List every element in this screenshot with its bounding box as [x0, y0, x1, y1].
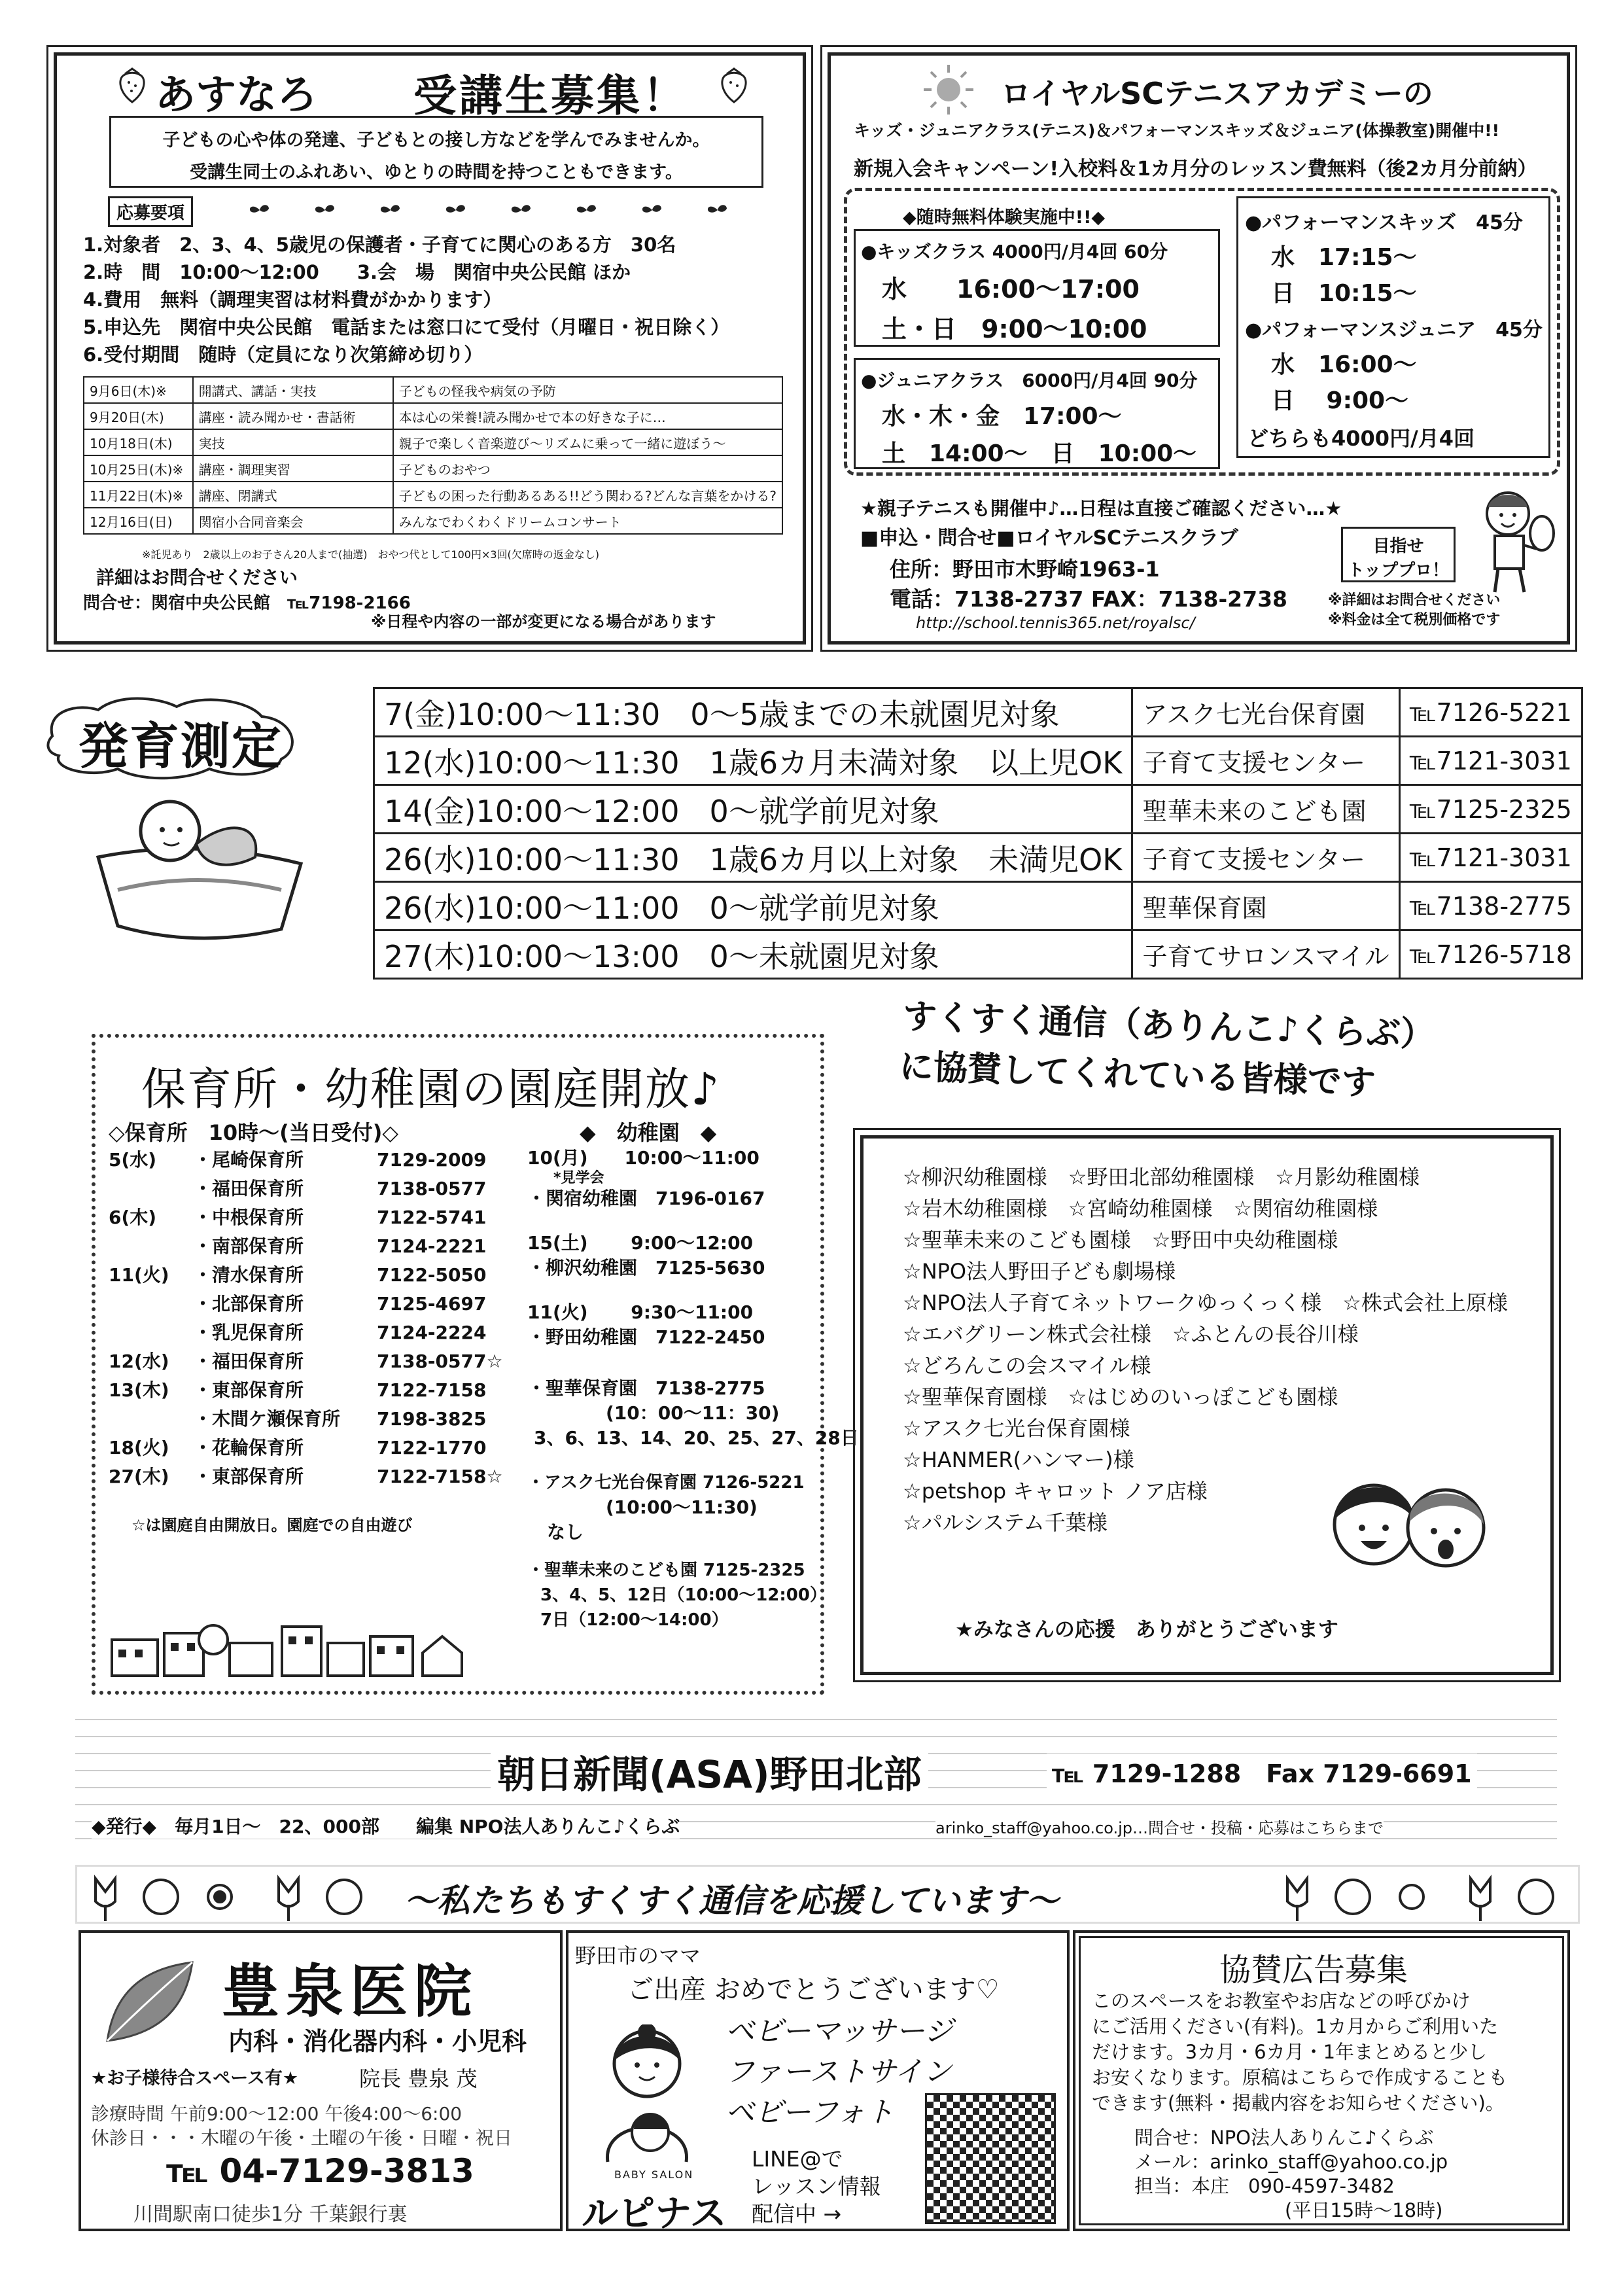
cell: 関宿小合同音楽会 — [193, 508, 393, 534]
list-item — [109, 1290, 503, 1318]
clinic-access: 川間駅南口徒歩1分 千葉銀行裏 — [133, 2203, 408, 2226]
clinic-name: 豊泉医院 — [222, 1958, 479, 2025]
phone: 7124-2224 — [377, 1322, 487, 1343]
list-item: ☆petshop キャロット ノア店様 — [903, 1479, 1208, 1504]
list-item: ☆NPO法人野田子ども劇場様 — [903, 1259, 1176, 1284]
detail-text: 詳細はお問合せください — [96, 567, 298, 588]
yochi-head: ◆ 幼稚園 ◆ — [580, 1120, 717, 1145]
ad-line: にご活用ください(有料)。1カ月からご利用いた — [1092, 2015, 1499, 2038]
clinic-closed: 休診日・・・木曜の午後・土曜の午後・日曜・祝日 — [91, 2127, 513, 2149]
ad-email[interactable]: メール：arinko_staff@yahoo.co.jp — [1134, 2151, 1448, 2173]
kids-time: 土・日 9:00～10:00 — [882, 315, 1147, 344]
list-item — [109, 1462, 503, 1491]
strawberry-icon — [718, 66, 750, 108]
list-item: ☆エバグリーン株式会社様 ☆ふとんの長谷川様 — [903, 1322, 1359, 1347]
sponsor-title: に協賛してくれている皆様です — [898, 1047, 1376, 1103]
list-item: ☆聖華未来のこども園様 ☆野田中央幼稚園様 — [903, 1227, 1338, 1252]
list-item — [109, 1203, 503, 1232]
list-item: 15(土) 9:00～12:00 — [527, 1232, 754, 1254]
list-item — [109, 1318, 503, 1347]
phone: 7129-2009 — [377, 1149, 487, 1171]
junior-class-box — [854, 358, 1220, 469]
lupinus-head: ご出産 おめでとうございます♡ — [627, 1975, 1000, 2005]
cell: 12月16日(日) — [84, 508, 193, 534]
list-item: ・聖華保育園 7138-2775 — [527, 1377, 765, 1399]
table-row — [84, 455, 782, 482]
cell: 親子で楽しく音楽遊び～リズムに乗って一緒に遊ぼう～ — [393, 429, 782, 455]
flower-butterfly-icon — [1274, 1872, 1575, 1924]
badge-line: 目指せ — [1372, 537, 1424, 556]
facility: ・福田保育所 — [194, 1178, 304, 1199]
cell: 10月25日(木)※ — [84, 455, 193, 482]
phone: 7122-7158☆ — [377, 1466, 503, 1487]
list-item — [109, 1146, 503, 1174]
asa-name: 朝日新聞(ASA)野田北部 — [491, 1744, 928, 1799]
facility: ・尾崎保育所 — [194, 1149, 304, 1171]
item-line: 2.時 間 10:00～12:00 3.会 場 関宿中央公民館 ほか — [83, 261, 631, 283]
perf-time: 日 10:15～ — [1271, 280, 1417, 307]
list-item: 10(月) 10:00～11:00 — [527, 1147, 759, 1169]
date — [109, 1174, 194, 1203]
childcare-note: ※託児あり 2歳以上のお子さん20人まで(抽選) おやつ代として100円×3回(欠席時の返金なし) — [142, 548, 600, 561]
intro-line: 子どもの心や体の発達、子どもとの接し方などを学んでみませんか。 — [162, 130, 710, 150]
list-item — [109, 1434, 503, 1462]
tennis-note: ※詳細はお問合せください — [1328, 592, 1501, 609]
application-tag: 応募要項 — [108, 196, 193, 227]
phone: 7138-0577☆ — [377, 1351, 503, 1372]
table-row — [374, 785, 1582, 834]
cell: 子どものおやつ — [393, 455, 782, 482]
table-row — [374, 688, 1582, 737]
kids-class-box — [854, 229, 1220, 347]
list-item: ☆パルシステム千葉様 — [903, 1510, 1108, 1535]
perf-price: どちらも4000円/月4回 — [1248, 426, 1475, 451]
ad-contact-line: 担当：本庄 090-4597-3482 — [1134, 2175, 1395, 2197]
hoiku-note: ☆は園庭自由開放日。園庭での自由遊び — [131, 1516, 413, 1534]
cell: 実技 — [193, 429, 393, 455]
mother-baby-icon — [595, 2024, 706, 2171]
list-item: ☆アスク七光台保育園様 — [903, 1416, 1130, 1441]
clinic-ad — [79, 1930, 563, 2231]
list-item: *見学会 — [553, 1170, 604, 1186]
date: 12(水) — [109, 1351, 169, 1372]
cell: 聖華未来のこども園 — [1132, 785, 1399, 834]
junior-time: 土 14:00～ 日 10:00～ — [882, 440, 1197, 467]
list-item: ・関宿幼稚園 7196-0167 — [527, 1188, 765, 1209]
facility: ・花輪保育所 — [194, 1437, 304, 1458]
lupinus-head: 野田市のママ — [575, 1943, 701, 1968]
trial-text: ◆随時無料体験実施中!!◆ — [903, 207, 1106, 228]
kids-class-title: ●キッズクラス 4000円/月4回 60分 — [861, 241, 1168, 262]
date: 18(火) — [109, 1437, 169, 1458]
table-row — [374, 930, 1582, 979]
hoiku-head: ◇保育所 10時～(当日受付)◇ — [109, 1120, 399, 1145]
clinic-director: 院長 豊泉 茂 — [359, 2066, 478, 2091]
apply-text: ■申込・問合せ■ロイヤルSCテニスクラブ — [860, 527, 1238, 550]
asunaro-intro — [109, 116, 763, 188]
cell: 子育てサロンスマイル — [1132, 930, 1399, 979]
cell: 子育て支援センター — [1132, 834, 1399, 882]
sponsor-thanks: ★みなさんの応援 ありがとうございます — [955, 1618, 1338, 1642]
date: 6(木) — [109, 1207, 157, 1228]
list-item: ☆聖華保育園様 ☆はじめのいっぽこども園様 — [903, 1385, 1338, 1409]
badge-line: トッププロ！ — [1347, 561, 1450, 580]
facility: ・南部保育所 — [194, 1235, 304, 1257]
list-item: (10:00～11:30) — [606, 1496, 758, 1518]
cell: 子育て支援センター — [1132, 737, 1399, 785]
table-row — [84, 403, 782, 429]
cell: 11月22日(木)※ — [84, 482, 193, 508]
phone: 7122-5050 — [377, 1264, 487, 1286]
kids-time: 水 16:00～17:00 — [882, 275, 1140, 304]
cell: ℡7138-2775 — [1399, 882, 1582, 930]
facility: ・清水保育所 — [194, 1264, 304, 1286]
hoiku-list — [109, 1146, 503, 1491]
cell: 子どもの困った行動あるある!!どう関わる?どんな言葉をかける? — [393, 482, 782, 508]
facility: ・中根保育所 — [194, 1207, 304, 1228]
sprout-row — [247, 201, 731, 221]
item-line: 6.受付期間 随時（定員になり次第締め切り） — [83, 344, 483, 366]
table-row — [84, 377, 782, 403]
facility: ・北部保育所 — [194, 1293, 304, 1315]
list-item: ・聖華未来のこども園 7125-2325 — [527, 1561, 805, 1580]
facility: ・福田保育所 — [194, 1351, 304, 1372]
cell: 聖華保育園 — [1132, 882, 1399, 930]
junior-class-title: ●ジュニアクラス 6000円/月4回 90分 — [861, 370, 1198, 391]
cell: アスク七光台保育園 — [1132, 688, 1399, 737]
date: 11(火) — [109, 1264, 169, 1286]
cell: 開講式、講話・実技 — [193, 377, 393, 403]
phone: 7138-0577 — [377, 1178, 487, 1199]
cell: 講座、閉講式 — [193, 482, 393, 508]
phone: 7122-1770 — [377, 1437, 487, 1458]
kenshin-table — [373, 687, 1583, 980]
lupinus-ad — [566, 1930, 1070, 2235]
perf-kids-title: ●パフォーマンスキッズ 45分 — [1245, 211, 1523, 234]
kenshin-title: 発育測定 — [79, 717, 283, 775]
tennis-line1: キッズ・ジュニアクラス(テニス)＆パフォーマンスキッズ＆ジュニア(体操教室)開催中!! — [854, 121, 1500, 140]
date — [109, 1318, 194, 1347]
list-item: ・アスク七光台保育園 7126-5221 — [527, 1473, 805, 1492]
junior-time: 水・木・金 17:00～ — [882, 403, 1122, 430]
performance-box — [1236, 196, 1550, 458]
cell: ℡7121-3031 — [1399, 737, 1582, 785]
phone: 7122-5741 — [377, 1207, 487, 1228]
clinic-hours: 診療時間 午前9:00～12:00 午後4:00～6:00 — [91, 2103, 462, 2125]
tennis-kid-icon — [1469, 481, 1560, 601]
change-note: ※日程や内容の一部が変更になる場合があります — [371, 612, 716, 631]
url-text: http://school.tennis365.net/royalsc/ — [916, 614, 1195, 632]
kenshin-heading — [39, 690, 314, 785]
phone: 7124-2221 — [377, 1235, 487, 1257]
table-row — [374, 737, 1582, 785]
cell: 9月20日(木) — [84, 403, 193, 429]
cell: ℡7121-3031 — [1399, 834, 1582, 882]
asa-tel: ℡ 7129-1288 Fax 7129-6691 — [1047, 1754, 1477, 1790]
cell: ℡7126-5221 — [1399, 688, 1582, 737]
date — [109, 1232, 194, 1261]
list-item: ☆HANMER(ハンマー)様 — [903, 1447, 1134, 1472]
cell: 9月6日(木)※ — [84, 377, 193, 403]
list-item: ・野田幼稚園 7122-2450 — [527, 1326, 765, 1348]
ad-title: 協賛広告募集 — [1219, 1952, 1408, 1988]
list-item — [109, 1261, 503, 1290]
cell: 27(木)10:00～13:00 0～未就園児対象 — [374, 930, 1132, 979]
children-icon — [1321, 1466, 1492, 1580]
support-banner-text: ～私たちもすくすく通信を応援しています～ — [404, 1882, 1058, 1920]
ad-line: だけます。3カ月・6カ月・1年まとめると少し — [1092, 2041, 1488, 2063]
asunaro-box — [54, 52, 806, 645]
list-item: 11(火) 9:30～11:00 — [527, 1301, 754, 1323]
cell: 子どもの怪我や病気の予防 — [393, 377, 782, 403]
phone: 7125-4697 — [377, 1293, 487, 1315]
sun-icon — [922, 63, 975, 118]
table-row — [84, 508, 782, 534]
salon-name: ルピナス — [582, 2193, 727, 2235]
cell: 講座・読み聞かせ・書話術 — [193, 403, 393, 429]
leaf-icon — [101, 1956, 199, 2050]
table-row — [374, 834, 1582, 882]
perf-junior-title: ●パフォーマンスジュニア 45分 — [1245, 319, 1543, 342]
flower-butterfly-icon — [82, 1872, 383, 1924]
ad-recruit — [1073, 1930, 1570, 2231]
schedule-table — [83, 376, 783, 535]
line-text: LINE@で — [752, 2146, 843, 2172]
oyako-text: ★親子テニスも開催中♪…日程は直接ご確認ください…★ — [860, 497, 1342, 520]
clinic-dept: 内科・消化器内科・小児科 — [228, 2027, 527, 2056]
date: 13(木) — [109, 1379, 169, 1401]
cell: 7(金)10:00～11:30 0～5歳までの未就園児対象 — [374, 688, 1132, 737]
sponsor-title: すくすく通信（ありんこ♪くらぶ） — [902, 997, 1435, 1055]
item-line: 4.費用 無料（調理実習は材料費がかかります） — [83, 289, 502, 311]
list-item — [109, 1347, 503, 1376]
cell: 講座・調理実習 — [193, 455, 393, 482]
list-item — [109, 1174, 503, 1203]
list-item: 3、6、13、14、20、25、27、28日 — [534, 1427, 859, 1449]
table-row — [84, 429, 782, 455]
facility: ・東部保育所 — [194, 1466, 304, 1487]
baby-bath-icon — [92, 785, 307, 951]
lupinus-services — [725, 2011, 953, 2133]
phone: 7198-3825 — [377, 1408, 487, 1430]
ad-line: できます(無料・掲載内容をお知らせください)。 — [1092, 2092, 1505, 2114]
service-item: ベビーフォト — [725, 2096, 894, 2129]
ad-contact — [1134, 2126, 1448, 2223]
table-row — [374, 882, 1582, 930]
ad-contact-line: 問合せ：NPO法人ありんこ♪くらぶ — [1134, 2127, 1434, 2149]
ad-line: このスペースをお教室やお店などの呼びかけ — [1092, 1990, 1471, 2012]
perf-time: 水 17:15～ — [1271, 244, 1417, 271]
cell: 14(金)10:00～12:00 0～就学前児対象 — [374, 785, 1132, 834]
strawberry-icon — [116, 66, 148, 108]
cell: 26(水)10:00～11:30 1歳6カ月以上対象 未満児OK — [374, 834, 1132, 882]
clinic-waiting: ★お子様待合スペース有★ — [91, 2068, 299, 2089]
line-text: レッスン情報 — [752, 2174, 881, 2199]
list-item — [109, 1232, 503, 1261]
facility: ・東部保育所 — [194, 1379, 304, 1401]
ad-body — [1092, 1988, 1507, 2116]
list-item — [109, 1376, 503, 1405]
list-item: 3、4、5、12日（10:00～12:00） — [540, 1585, 827, 1605]
date: 27(木) — [109, 1466, 169, 1487]
service-item: ファーストサイン — [725, 2055, 952, 2089]
date — [109, 1405, 194, 1434]
table-row — [84, 482, 782, 508]
asunaro-title: あすなろ — [155, 71, 318, 118]
phone: 7122-7158 — [377, 1379, 487, 1401]
item-line: 5.申込先 関宿中央公民館 電話または窓口にて受付（月曜日・祝日除く） — [83, 316, 730, 338]
qr-code[interactable] — [925, 2093, 1056, 2224]
top-pro-badge — [1341, 527, 1456, 582]
tennis-note: ※料金は全て税別価格です — [1328, 612, 1501, 628]
support-banner — [75, 1865, 1580, 1924]
publish-email: arinko_staff@yahoo.co.jp…問合せ・投稿・応募はこちらまで — [935, 1815, 1384, 1838]
list-item: ☆柳沢幼稚園様 ☆野田北部幼稚園様 ☆月影幼稚園様 — [903, 1165, 1420, 1190]
service-item: ベビーマッサージ — [725, 2015, 953, 2048]
list-item: ☆岩木幼稚園様 ☆宮崎幼稚園様 ☆関宿幼稚園様 — [903, 1196, 1378, 1221]
salon-small: BABY SALON — [614, 2168, 694, 2181]
cell: 10月18日(木) — [84, 429, 193, 455]
yochi-list — [527, 1146, 859, 1633]
list-item: 7日（12:00～14:00） — [540, 1610, 729, 1630]
contact-text: 問合せ：関宿中央公民館 ℡7198-2166 — [83, 593, 411, 613]
application-items — [83, 231, 729, 368]
ad-contact-line: (平日15時～18時) — [1285, 2199, 1443, 2221]
kaiho-title: 保育所・幼稚園の園庭開放♪ — [141, 1064, 721, 1116]
clinic-tel: ℡ 04-7129-3813 — [166, 2152, 474, 2190]
kaiho-box — [92, 1034, 859, 1695]
tennis-box — [828, 52, 1570, 645]
cell: ℡7126-5718 — [1399, 930, 1582, 979]
address-text: 住所：野田市木野崎1963-1 — [890, 557, 1160, 582]
list-item: ・柳沢幼稚園 7125-5630 — [527, 1257, 765, 1279]
perf-time: 水 16:00～ — [1271, 351, 1417, 378]
line-info — [752, 2146, 881, 2228]
list-item: ☆どろんこの会スマイル様 — [903, 1353, 1151, 1378]
perf-time: 日 9:00～ — [1271, 387, 1409, 414]
phone-text: 電話：7138-2737 FAX：7138-2738 — [890, 586, 1288, 612]
ad-line: お安くなります。原稿はこちらで作成することも — [1092, 2066, 1508, 2089]
tennis-line2: 新規入会キャンペーン!入校料＆1カ月分のレッスン費無料（後2カ月分前納） — [854, 158, 1537, 181]
sponsor-box — [860, 1135, 1554, 1675]
cell: 12(水)10:00～11:30 1歳6カ月未満対象 以上児OK — [374, 737, 1132, 785]
facility: ・乳児保育所 — [194, 1322, 304, 1343]
asunaro-subtitle: 受講生募集！ — [413, 71, 688, 121]
list-item — [109, 1405, 503, 1434]
date — [109, 1290, 194, 1318]
cell: 本は心の栄養!読み聞かせで本の好きな子に… — [393, 403, 782, 429]
line-text: 配信中 → — [752, 2201, 842, 2227]
list-item: (10：00～11：30) — [606, 1402, 780, 1424]
list-item: なし — [547, 1521, 584, 1543]
facility: ・木間ケ瀬保育所 — [194, 1408, 341, 1430]
tennis-title: ロイヤルSCテニスアカデミーの — [1001, 76, 1433, 111]
town-icon — [109, 1614, 475, 1682]
publish-line: ◆発行◆ 毎月1日～ 22、000部 編集 NPO法人ありんこ♪くらぶ — [92, 1812, 680, 1839]
date: 5(水) — [109, 1149, 157, 1171]
list-item: ☆NPO法人子育てネットワークゆっくっく様 ☆株式会社上原様 — [903, 1290, 1508, 1315]
cell: 26(水)10:00～11:00 0～就学前児対象 — [374, 882, 1132, 930]
cell: ℡7125-2325 — [1399, 785, 1582, 834]
intro-line: 受講生同士のふれあい、ゆとりの時間を持つこともできます。 — [190, 162, 683, 183]
item-line: 1.対象者 2、3、4、5歳児の保護者・子育てに関心のある方 30名 — [83, 234, 676, 256]
cell: みんなでわくわくドリームコンサート — [393, 508, 782, 534]
